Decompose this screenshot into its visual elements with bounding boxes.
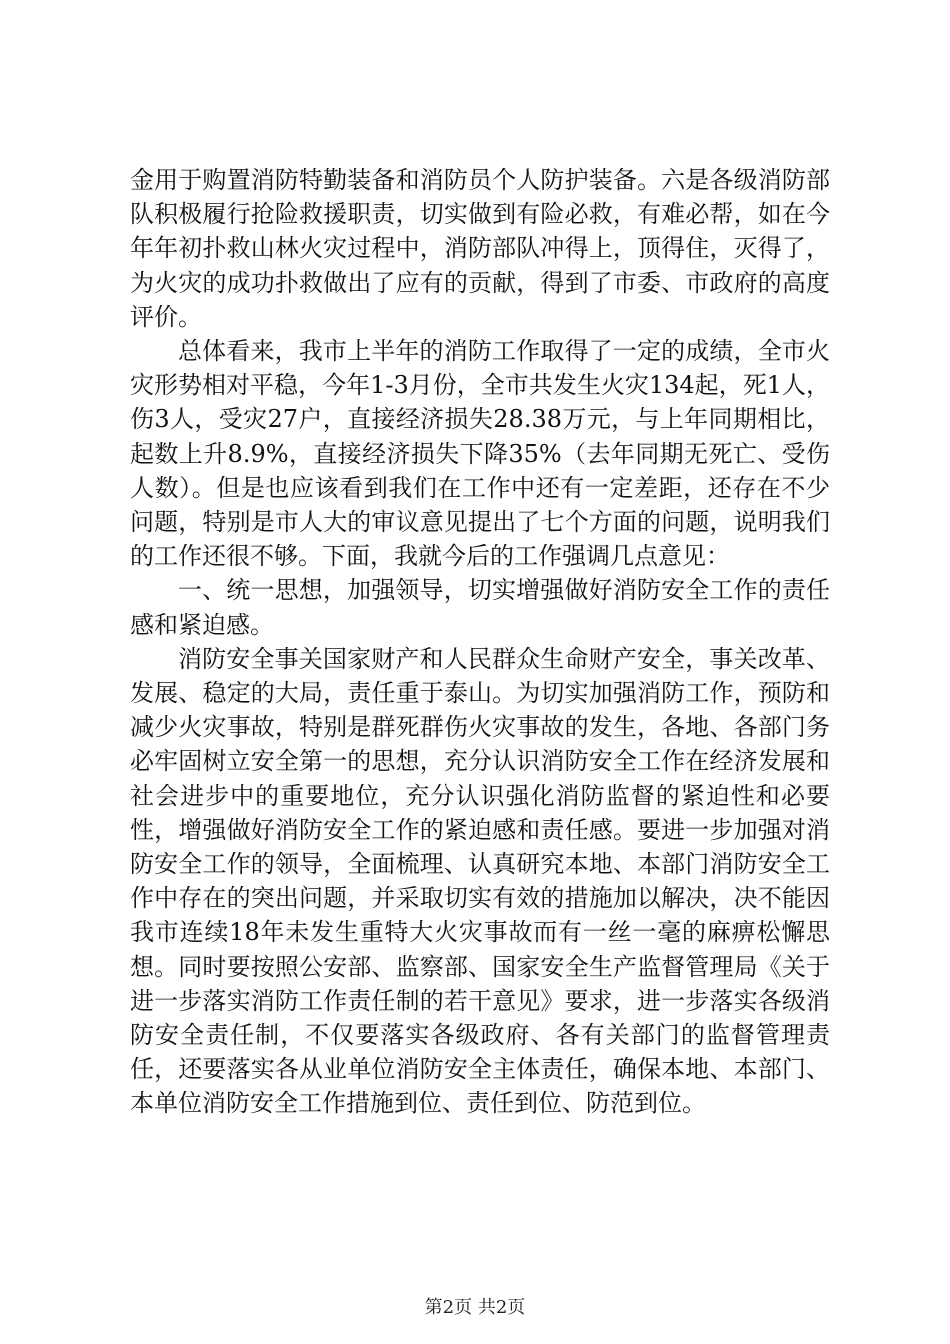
- page-footer: 第2页 共2页: [424, 1297, 526, 1318]
- document-body: [130, 163, 830, 1121]
- paragraph-continuation: 金用于购置消防特勤装备和消防员个人防护装备。六是各级消防部队积极履行抢险救援职责，切实做到有险必救，有难必帮，如在今年年初扑救山林火灾过程中，消防部队冲得上，顶得住，灭得了，为火灾的成功扑救做出了应有的贡献，得到了市委、市政府的高度评价。: [130, 166, 830, 331]
- paragraph-section-1: 消防安全事关国家财产和人民群众生命财产安全，事关改革、发展、稳定的大局，责任重于泰山。为切实加强消防工作，预防和减少火灾事故，特别是群死群伤火灾事故的发生，各地、各部门务必牢固树立安全第一的思想，充分认识消防安全工作在经济发展和社会进步中的重要地位，充分认识强化消防监督的紧迫性和必要性，增强做好消防安全工作的紧迫感和责任感。要进一步加强对消防安全工作的领导，全面梳理、认真研究本地、本部门消防安全工作中存在的突出问题，并采取切实有效的措施加以解决，决不能因我市连续18年未发生重特大火灾事故而有一丝一毫的麻痹松懈思想。同时要按照公安部、监察部、国家安全生产监督管理局《关于进一步落实消防工作责任制的若干意见》要求，进一步落实各级消防安全责任制，不仅要落实各级政府、各有关部门的监督管理责任，还要落实各从业单位消防安全主体责任，确保本地、本部门、本单位消防安全工作措施到位、责任到位、防范到位。: [130, 644, 830, 1118]
- section-heading-1: 一、统一思想，加强领导，切实增强做好消防安全工作的责任感和紧迫感。: [130, 576, 830, 639]
- paragraph-summary: 总体看来，我市上半年的消防工作取得了一定的成绩，全市火灾形势相对平稳，今年1-3月份，全市共发生火灾134起，死1人，伤3人，受灾27户，直接经济损失28.38万元，与上年同期相比，起数上升8.9%，直接经济损失下降35%（去年同期无死亡、受伤人数）。但是也应该看到我们在工作中还有一定差距，还存在不少问题，特别是市人大的审议意见提出了七个方面的问题，说明我们的工作还很不够。下面，我就今后的工作强调几点意见：: [130, 337, 830, 571]
